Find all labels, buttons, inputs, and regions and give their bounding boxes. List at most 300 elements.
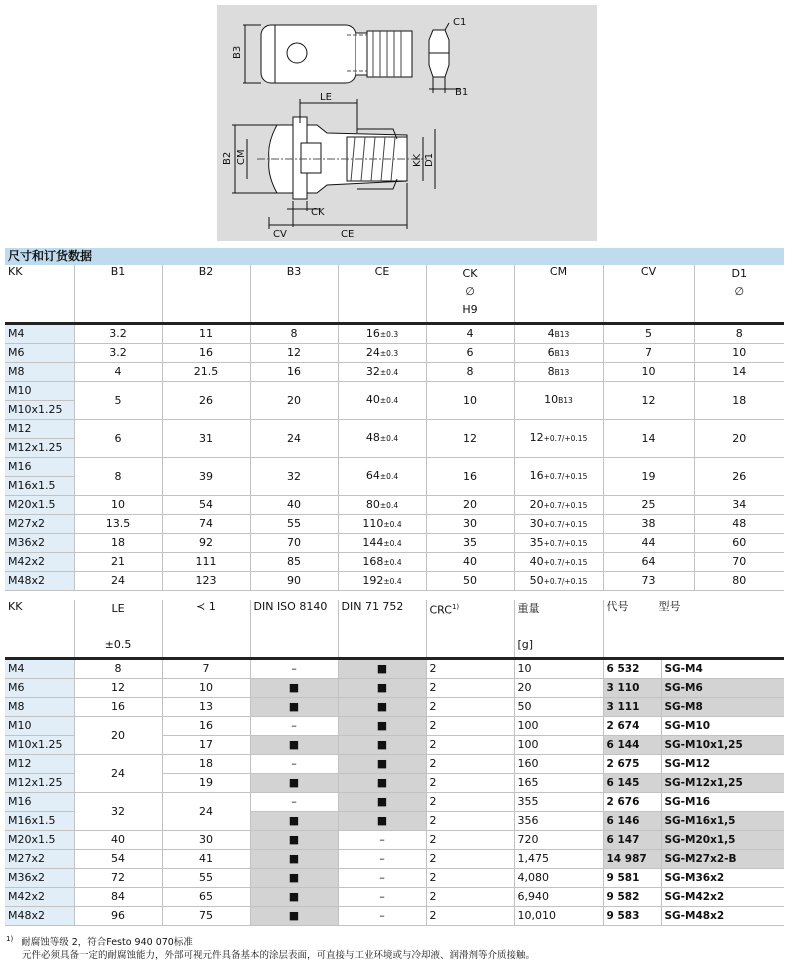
cell-b2: 16 [162,344,250,363]
cell-kk: M10x1.25 [5,736,74,755]
ce-value: 16 [365,326,380,340]
cell-type: SG-M12x1,25 [661,774,784,793]
cell-d1: 20 [694,420,784,458]
cell-b1: 3.2 [74,344,162,363]
cm-tolerance: +0.7/+0.15 [543,576,588,586]
table1-title: 尺寸和订货数据 [5,248,784,265]
cell-ce [338,534,426,553]
cell-d1: 34 [694,496,784,515]
cell-b2: 26 [162,382,250,420]
cell-c1: 19 [162,774,250,793]
cell-type: SG-M42x2 [661,888,784,907]
cell-le: 8 [74,659,162,679]
cell-d1: 80 [694,572,784,591]
cell-cv: 64 [603,553,694,572]
header2-weight [514,600,603,659]
cell-din: ■ [338,774,426,793]
cell-kk: M6 [5,679,74,698]
table-row [5,420,784,458]
cell-crc: 2 [426,679,514,698]
cell-weight: 1,475 [514,850,603,869]
table-row [5,344,784,363]
cell-b3: 85 [250,553,338,572]
cell-din-iso: – [250,717,338,736]
cell-ce [338,458,426,496]
cell-c1: 30 [162,831,250,850]
cell-kk: M20x1.5 [5,831,74,850]
table-row [5,496,784,515]
cell-b3: 32 [250,458,338,496]
header2-weight-unit: [g] [517,638,534,651]
header-b2-text: B2 [198,265,214,278]
cm-tolerance: +0.7/+0.15 [543,538,588,548]
cell-b3: 24 [250,420,338,458]
table-row [5,850,784,869]
cell-b1: 8 [74,458,162,496]
ce-value: 168 [362,554,384,568]
cell-kk [5,496,74,515]
cell-part-code: 6 146 [603,812,661,831]
cell-b2: 11 [162,324,250,344]
cell-kk [5,458,74,496]
cell-ce [338,420,426,458]
cell-din: – [338,888,426,907]
cm-value: 4 [547,326,555,340]
cell-cv: 38 [603,515,694,534]
cell-kk: M36x2 [5,869,74,888]
cell-crc: 2 [426,907,514,926]
ce-tolerance: ±0.3 [379,329,399,339]
cell-kk: M12 [5,755,74,774]
clevis-drawing-svg [217,5,597,241]
header2-kk-text: KK [8,600,23,613]
footnote [6,933,535,962]
header-cm-text: CM [549,265,568,278]
label-d1: D1 [424,152,435,167]
cell-cm [514,420,603,458]
cell-b1: 3.2 [74,324,162,344]
cell-b3: 8 [250,324,338,344]
table-row [5,515,784,534]
cell-kk: M42x2 [5,888,74,907]
cell-din: ■ [338,812,426,831]
cell-ce [338,496,426,515]
cm-value: 20 [529,497,544,511]
cell-ck: 10 [426,382,514,420]
cell-part-code: 3 111 [603,698,661,717]
ce-value: 24 [365,345,380,359]
cell-b2: 123 [162,572,250,591]
cell-crc: 2 [426,774,514,793]
cell-part-code: 9 581 [603,869,661,888]
ce-tolerance: ±0.3 [379,348,399,358]
ce-value: 32 [365,364,380,378]
cell-c1: 75 [162,907,250,926]
cell-crc: 2 [426,698,514,717]
header-cm [514,265,603,324]
cell-part-code: 2 674 [603,717,661,736]
cm-value: 35 [529,535,544,549]
label-cv: CV [273,229,287,240]
cell-b3: 20 [250,382,338,420]
cell-b2: 74 [162,515,250,534]
kk-value: M10 [8,384,32,397]
footnote-line1: 耐腐蚀等级 2，符合Festo 940 070标准 [21,937,193,949]
cell-kk [5,515,74,534]
cell-kk: M12x1.25 [5,774,74,793]
cell-c1: 41 [162,850,250,869]
footnote-marker: 1) [6,935,14,943]
cell-din: ■ [338,717,426,736]
cell-cv: 12 [603,382,694,420]
cell-d1: 8 [694,324,784,344]
cell-cm [514,553,603,572]
cm-value: 12 [529,431,544,444]
cell-weight: 20 [514,679,603,698]
ce-tolerance: ±0.4 [379,434,399,443]
cell-ck: 16 [426,458,514,496]
cell-b1: 24 [74,572,162,591]
cell-din-iso: ■ [250,698,338,717]
cell-din: ■ [338,698,426,717]
cell-cv: 25 [603,496,694,515]
header-cv [603,265,694,324]
cell-din-iso: ■ [250,831,338,850]
table-row [5,888,784,907]
cell-type: SG-M16x1,5 [661,812,784,831]
cm-tolerance: +0.7/+0.15 [543,557,588,567]
cell-weight: 100 [514,717,603,736]
kk-value: M12 [8,422,32,435]
kk-value: M20x1.5 [8,498,56,511]
header-b1 [74,265,162,324]
cell-b3: 90 [250,572,338,591]
cell-ce [338,382,426,420]
label-b3: B3 [232,45,243,59]
header2-din-iso-text: DIN ISO 8140 [253,600,328,613]
cm-value: 50 [529,573,544,587]
dimensions-table-body [5,265,784,591]
table-row [5,572,784,591]
header-ce [338,265,426,324]
header2-din [338,600,426,659]
cell-weight: 100 [514,736,603,755]
header-b2 [162,265,250,324]
cell-d1: 70 [694,553,784,572]
header-d1 [694,265,784,324]
cm-value: 16 [529,469,544,482]
kk-value: M4 [8,327,25,340]
table-row [5,534,784,553]
cm-tolerance: +0.7/+0.15 [543,434,588,443]
cell-crc: 2 [426,812,514,831]
cell-din-iso: ■ [250,736,338,755]
header-ck [426,265,514,324]
label-le: LE [320,92,332,103]
cell-cv: 73 [603,572,694,591]
header2-weight-text: 重量 [517,602,540,615]
cell-type: SG-M4 [661,659,784,679]
header-ck-fit: H9 [462,303,478,316]
cell-crc: 2 [426,717,514,736]
cell-crc: 2 [426,831,514,850]
cell-kk: M27x2 [5,850,74,869]
cell-kk [5,344,74,363]
cell-c1: 13 [162,698,250,717]
cell-ce [338,363,426,382]
cell-b3: 55 [250,515,338,534]
cell-b1: 21 [74,553,162,572]
cell-crc: 2 [426,850,514,869]
cell-c1: 18 [162,755,250,774]
cell-weight: 6,940 [514,888,603,907]
cell-weight: 160 [514,755,603,774]
cell-b2: 39 [162,458,250,496]
header2-le-text: LE [111,602,125,615]
cell-din-iso: ■ [250,907,338,926]
table-row [5,363,784,382]
cell-ck: 8 [426,363,514,382]
cell-ce [338,553,426,572]
header2-kk [5,600,74,659]
cm-tolerance: B13 [558,396,573,405]
ce-tolerance: ±0.4 [383,538,402,548]
kk-value-alt: M16x1.5 [5,476,74,495]
cell-weight: 720 [514,831,603,850]
cell-din-iso: – [250,793,338,812]
cell-le: 24 [74,755,162,793]
ce-tolerance: ±0.4 [379,367,399,377]
cell-d1: 48 [694,515,784,534]
cell-din: ■ [338,679,426,698]
cell-c1: 65 [162,888,250,907]
cell-crc: 2 [426,888,514,907]
kk-value: M36x2 [8,536,45,549]
cell-part-code: 6 144 [603,736,661,755]
cell-type: SG-M10x1,25 [661,736,784,755]
kk-value: M42x2 [8,555,45,568]
cell-le: 40 [74,831,162,850]
cm-tolerance: B13 [554,329,570,339]
label-c1: C1 [453,17,467,28]
cell-weight: 165 [514,774,603,793]
cell-b1: 18 [74,534,162,553]
cell-kk: M10 [5,717,74,736]
cell-din: ■ [338,755,426,774]
cell-din-iso: ■ [250,869,338,888]
cell-b1: 13.5 [74,515,162,534]
label-b1: B1 [455,87,469,98]
header2-crc-text: CRC [429,603,452,617]
ce-tolerance: ±0.4 [383,519,402,529]
cell-b1: 4 [74,363,162,382]
cell-ce [338,344,426,363]
cell-cm [514,496,603,515]
cell-weight: 50 [514,698,603,717]
cell-le: 84 [74,888,162,907]
ce-tolerance: ±0.4 [383,557,402,567]
table-row [5,793,784,812]
technical-drawing [217,5,597,241]
cell-kk [5,572,74,591]
cell-b2: 31 [162,420,250,458]
ce-value: 64 [365,469,380,482]
cell-b2: 54 [162,496,250,515]
table-row [5,831,784,850]
kk-value-alt: M12x1.25 [5,438,74,457]
cell-crc: 2 [426,736,514,755]
cm-value: 40 [529,554,544,568]
cell-weight: 4,080 [514,869,603,888]
cell-kk: M16x1.5 [5,812,74,831]
table1-header-row [5,265,784,324]
ordering-table-body [5,600,784,926]
cell-b2: 21.5 [162,363,250,382]
ce-tolerance: ±0.4 [379,472,399,481]
cell-c1: 17 [162,736,250,755]
cm-value: 10 [544,393,559,406]
cell-cm [514,382,603,420]
cell-din: – [338,831,426,850]
cell-part-code: 6 145 [603,774,661,793]
cell-part-code: 9 583 [603,907,661,926]
cell-cm [514,324,603,344]
cm-tolerance: +0.7/+0.15 [543,472,588,481]
cell-ce [338,572,426,591]
table-row [5,698,784,717]
cell-d1: 14 [694,363,784,382]
cell-type: SG-M8 [661,698,784,717]
cell-cv: 14 [603,420,694,458]
kk-value: M8 [8,365,25,378]
cell-cv: 19 [603,458,694,496]
cell-b3: 40 [250,496,338,515]
cell-b1: 5 [74,382,162,420]
cell-din-iso: ■ [250,679,338,698]
wrench-icon: ≺ [196,600,206,613]
cm-value: 30 [529,516,544,530]
kk-value: M6 [8,346,25,359]
cell-b3: 12 [250,344,338,363]
cell-crc: 2 [426,869,514,888]
ce-tolerance: ±0.4 [383,576,402,586]
cell-type: SG-M48x2 [661,907,784,926]
table-row [5,717,784,736]
table-row [5,869,784,888]
header2-crc-footnote-ref: 1) [451,603,460,611]
header-b1-text: B1 [110,265,126,278]
cell-cm [514,344,603,363]
cell-kk [5,324,74,344]
cell-ck: 50 [426,572,514,591]
cell-din-iso: ■ [250,774,338,793]
cell-c1: 55 [162,869,250,888]
cell-le: 72 [74,869,162,888]
cm-tolerance: B13 [554,367,570,377]
cell-type: SG-M27x2-B [661,850,784,869]
cell-part-code: 14 987 [603,850,661,869]
table2-header-row [5,600,784,659]
header2-le-tolerance: ±0.5 [104,638,132,651]
ce-value: 192 [362,573,384,587]
cell-b1: 6 [74,420,162,458]
table-row [5,553,784,572]
ce-value: 48 [365,431,380,444]
cell-kk: M16 [5,793,74,812]
cell-ck: 4 [426,324,514,344]
table-row [5,907,784,926]
cell-c1: 7 [162,659,250,679]
cell-din: – [338,869,426,888]
cell-type: SG-M16 [661,793,784,812]
ce-value: 144 [362,535,384,549]
cell-d1: 26 [694,458,784,496]
cm-tolerance: +0.7/+0.15 [543,519,588,529]
cell-kk: M4 [5,659,74,679]
header-b3 [250,265,338,324]
ce-value: 80 [365,497,380,511]
cell-b1: 10 [74,496,162,515]
cell-din-iso: – [250,659,338,679]
header2-c1-text: 1 [208,600,216,613]
cell-kk [5,534,74,553]
kk-value: M27x2 [8,517,45,530]
cell-b3: 70 [250,534,338,553]
cell-c1: 10 [162,679,250,698]
header-cv-text: CV [640,265,657,278]
cell-din-iso: ■ [250,888,338,907]
cell-weight: 356 [514,812,603,831]
cell-type: SG-M12 [661,755,784,774]
cell-din-iso: ■ [250,850,338,869]
cell-le: 54 [74,850,162,869]
header-ck-diameter: ∅ [465,285,475,298]
cell-ck: 30 [426,515,514,534]
cell-d1: 60 [694,534,784,553]
table-row [5,324,784,344]
header-b3-text: B3 [286,265,302,278]
cell-cv: 10 [603,363,694,382]
label-ce: CE [341,229,355,240]
cell-le: 32 [74,793,162,831]
cell-type: SG-M6 [661,679,784,698]
cell-d1: 18 [694,382,784,420]
kk-value: M48x2 [8,574,45,587]
cell-kk: M8 [5,698,74,717]
ce-value: 40 [365,393,380,406]
cell-le: 16 [74,698,162,717]
cell-type: SG-M36x2 [661,869,784,888]
cm-tolerance: +0.7/+0.15 [543,500,588,510]
table-row [5,679,784,698]
cell-ck: 40 [426,553,514,572]
cell-crc: 2 [426,755,514,774]
cell-kk [5,553,74,572]
label-cm: CM [236,149,247,165]
cell-din: ■ [338,659,426,679]
cell-part-code: 9 582 [603,888,661,907]
header2-le [74,600,162,659]
ce-tolerance: ±0.4 [379,396,399,405]
cell-ce [338,324,426,344]
header2-code-type [603,600,784,659]
header-ce-text: CE [374,265,390,278]
cell-kk: M48x2 [5,907,74,926]
header2-type-text: 型号 [658,600,681,613]
header2-code-text: 代号 [606,600,629,613]
cell-b3: 16 [250,363,338,382]
kk-value: M16 [8,460,32,473]
